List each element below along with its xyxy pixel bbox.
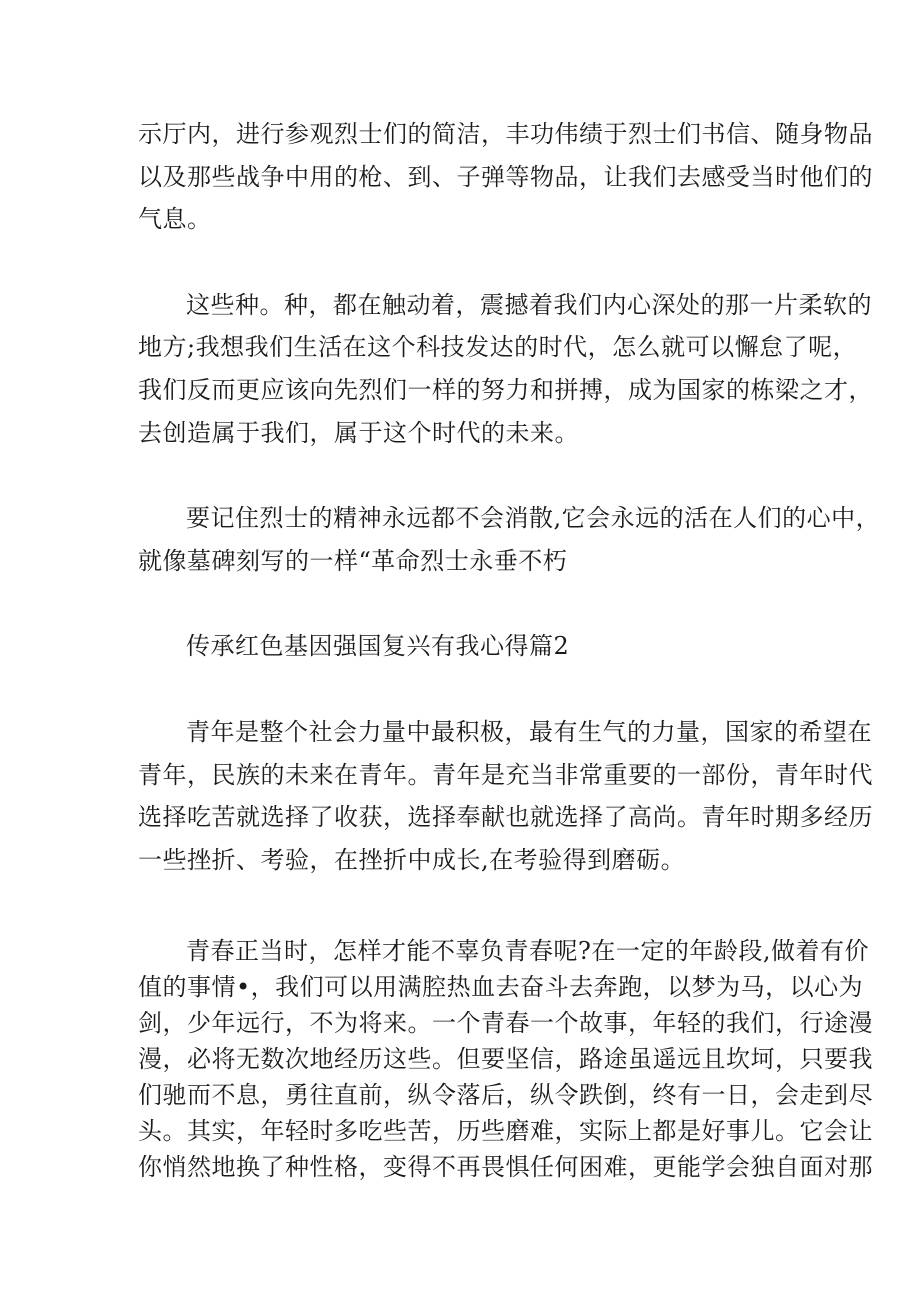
paragraph-1-line-2: 以及那些战争中用的枪、到、子弹等物品，让我们去感受当时他们的 — [138, 163, 873, 191]
paragraph-2-line-1: 这些种。种，都在触动着，震撼着我们内心深处的那一片柔软的 — [186, 291, 872, 319]
paragraph-5-line-5: 们驰而不息，勇往直前，纵令落后，纵令跌倒，终有一日，会走到尽 — [138, 1081, 873, 1109]
paragraph-5-line-7: 你悄然地换了种性格，变得不再畏惧任何困难，更能学会独自面对那 — [138, 1153, 873, 1181]
paragraph-3-line-2: 就像墓碑刻写的一样“革命烈士永垂不朽 — [138, 547, 568, 575]
paragraph-1-line-1: 示厅内，进行参观烈士们的简洁，丰功伟绩于烈士们书信、随身物品 — [138, 120, 873, 148]
paragraph-4-line-1: 青年是整个社会力量中最积极，最有生气的力量，国家的希望在 — [186, 718, 872, 746]
paragraph-5-line-1: 青春正当时，怎样才能不辜负青春呢?在一定的年龄段,做着有价 — [186, 937, 869, 965]
paragraph-4-line-2: 青年，民族的未来在青年。青年是充当非常重要的一部份，青年时代 — [138, 761, 873, 789]
paragraph-5-line-2: 值的事情•，我们可以用满腔热血去奋斗去奔跑，以梦为马，以心为 — [138, 973, 864, 1001]
paragraph-5-line-6: 头。其实，年轻时多吃些苦，历些磨难，实际上都是好事儿。它会让 — [138, 1117, 873, 1145]
section-heading: 传承红色基因强国复兴有我心得篇2 — [186, 632, 570, 660]
paragraph-2-line-2: 地方;我想我们生活在这个科技发达的时代，怎么就可以懈怠了呢， — [138, 333, 858, 361]
paragraph-1-line-3: 气息。 — [138, 205, 212, 233]
paragraph-3-line-1: 要记住烈士的精神永远都不会消散,它会永远的活在人们的心中， — [186, 504, 881, 532]
paragraph-2-line-4: 去创造属于我们，属于这个时代的未来。 — [138, 419, 579, 447]
paragraph-4-line-3: 选择吃苦就选择了收获，选择奉献也就选择了高尚。青年时期多经历 — [138, 803, 873, 831]
paragraph-4-line-4: 一些挫折、考验，在挫折中成长,在考验得到磨砺。 — [138, 846, 686, 874]
paragraph-5-line-4: 漫，必将无数次地经历这些。但要坚信，路途虽遥远且坎坷，只要我 — [138, 1045, 873, 1073]
paragraph-5-line-3: 剑，少年远行，不为将来。一个青春一个故事，年轻的我们，行途漫 — [138, 1009, 873, 1037]
paragraph-2-line-3: 我们反而更应该向先烈们一样的努力和拼搏，成为国家的栋梁之才， — [138, 376, 873, 404]
